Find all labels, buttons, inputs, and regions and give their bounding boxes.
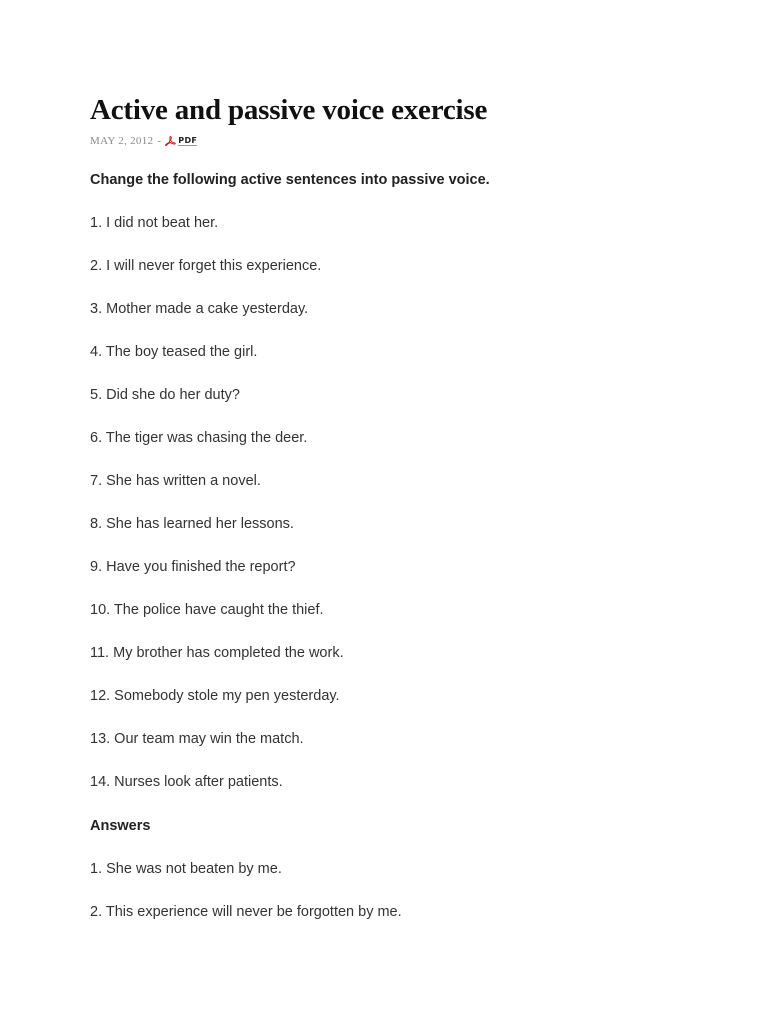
question-item: 14. Nurses look after patients. [90, 774, 283, 790]
question-item: 11. My brother has completed the work. [90, 645, 344, 661]
meta-separator: - [157, 135, 162, 147]
post-date: MAY 2, 2012 [90, 135, 154, 147]
pdf-icon [165, 136, 176, 146]
question-item: 4. The boy teased the girl. [90, 344, 258, 360]
question-item: 7. She has written a novel. [90, 473, 261, 489]
instruction-text: Change the following active sentences into passive voice. [90, 172, 490, 188]
question-item: 1. I did not beat her. [90, 215, 219, 231]
question-item: 6. The tiger was chasing the deer. [90, 430, 308, 446]
question-item: 13. Our team may win the match. [90, 731, 304, 747]
pdf-label: PDF [178, 136, 198, 145]
pdf-download-link[interactable] [165, 136, 197, 146]
question-item: 5. Did she do her duty? [90, 387, 240, 403]
question-item: 8. She has learned her lessons. [90, 516, 294, 532]
question-item: 10. The police have caught the thief. [90, 602, 324, 618]
answer-item: 1. She was not beaten by me. [90, 861, 282, 877]
question-item: 9. Have you finished the report? [90, 559, 296, 575]
question-item: 3. Mother made a cake yesterday. [90, 301, 309, 317]
article [90, 92, 710, 920]
article-title: Active and passive voice exercise [90, 94, 488, 126]
question-item: 2. I will never forget this experience. [90, 258, 322, 274]
answers-heading: Answers [90, 818, 151, 834]
question-item: 12. Somebody stole my pen yesterday. [90, 688, 340, 704]
answer-item: 2. This experience will never be forgotten by me. [90, 904, 402, 920]
article-meta [90, 133, 710, 149]
